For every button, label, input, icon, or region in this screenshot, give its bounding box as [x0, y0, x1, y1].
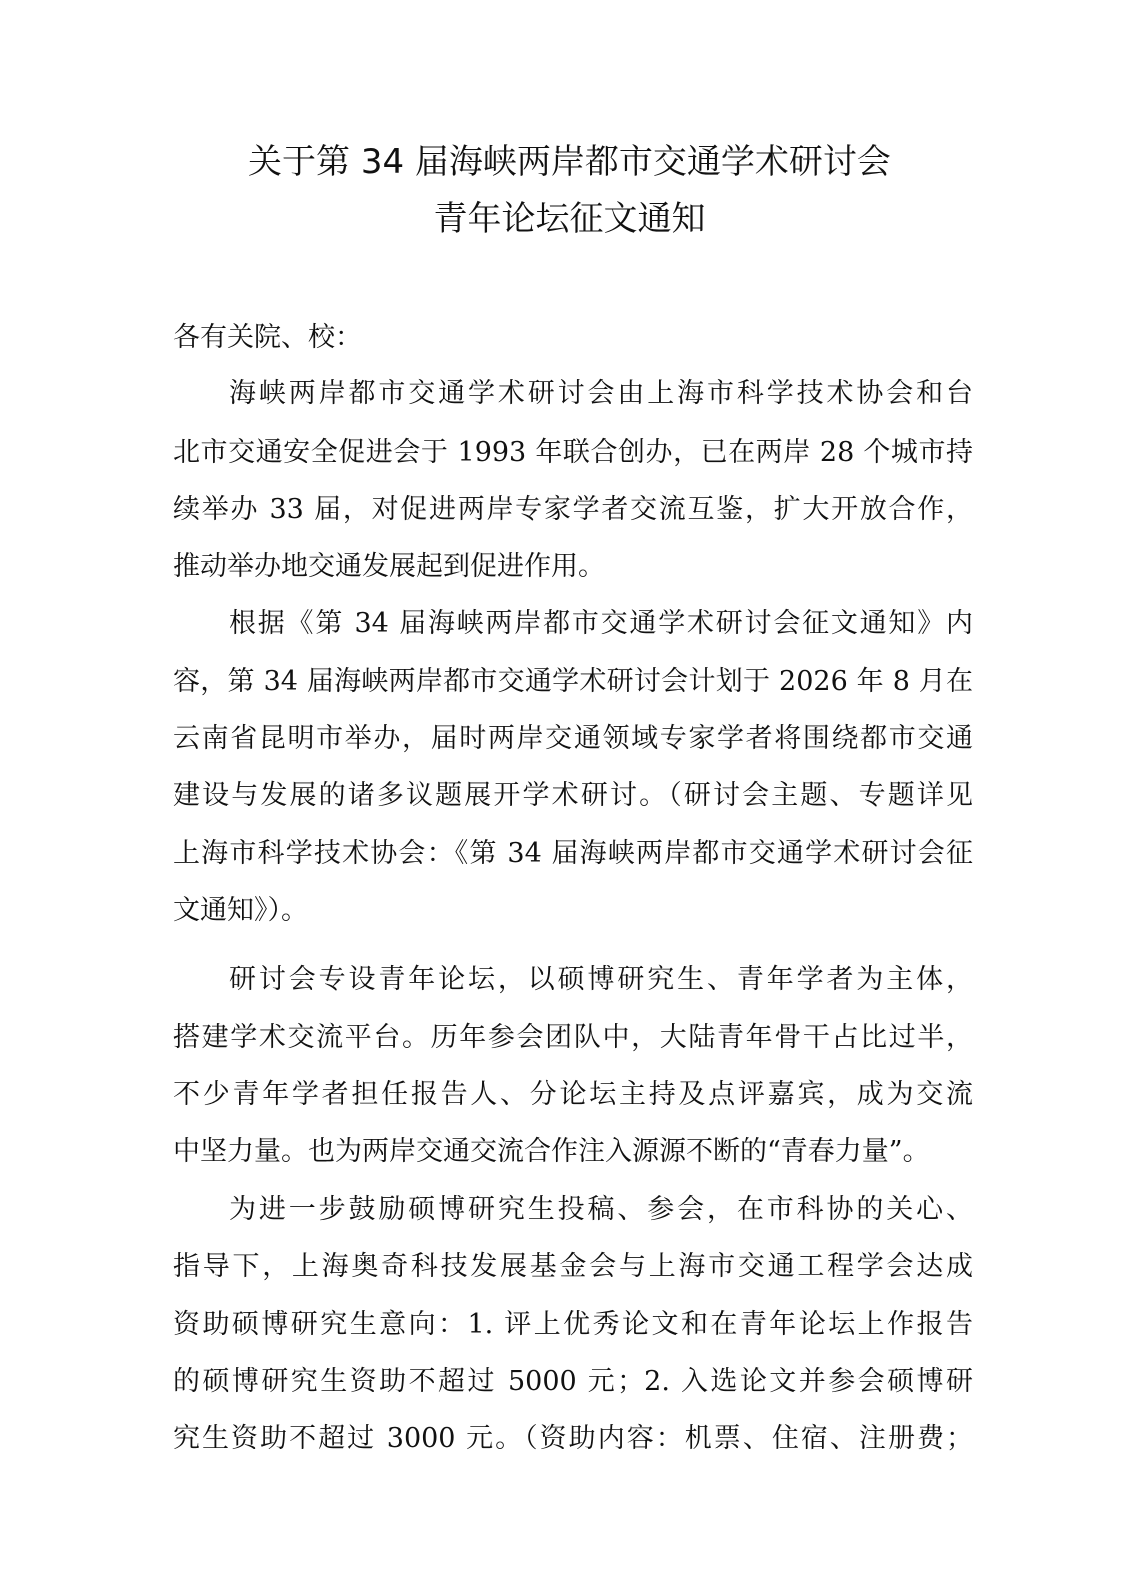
paragraph-4-line-5: 究生资助不超过 3000 元。（资助内容：机票、住宿、注册费； [173, 1423, 973, 1454]
paragraph-4-line-2: 指导下，上海奥奇科技发展基金会与上海市交通工程学会达成 [173, 1251, 973, 1282]
paragraph-1-line-1: 海峡两岸都市交通学术研讨会由上海市科学技术协会和台 [229, 378, 973, 409]
paragraph-2-line-3: 云南省昆明市举办，届时两岸交通领域专家学者将围绕都市交通 [173, 723, 973, 754]
paragraph-4-line-3: 资助硕博研究生意向：1. 评上优秀论文和在青年论坛上作报告 [173, 1309, 973, 1340]
paragraph-3-line-1: 研讨会专设青年论坛，以硕博研究生、青年学者为主体， [229, 964, 973, 995]
paragraph-4-line-1: 为进一步鼓励硕博研究生投稿、参会，在市科协的关心、 [229, 1194, 973, 1225]
paragraph-3-line-3: 不少青年学者担任报告人、分论坛主持及点评嘉宾，成为交流 [173, 1079, 973, 1110]
paragraph-3-line-2: 搭建学术交流平台。历年参会团队中，大陆青年骨干占比过半， [173, 1022, 973, 1053]
paragraph-4-line-4: 的硕博研究生资助不超过 5000 元；2. 入选论文并参会硕博研 [173, 1366, 973, 1397]
paragraph-2-line-2: 容，第 34 届海峡两岸都市交通学术研讨会计划于 2026 年 8 月在 [173, 666, 973, 697]
document-title-line-1: 关于第 34 届海峡两岸都市交通学术研讨会 [248, 142, 891, 182]
paragraph-2-line-5: 上海市科学技术协会：《第 34 届海峡两岸都市交通学术研讨会征 [173, 838, 973, 869]
paragraph-1-line-4: 推动举办地交通发展起到促进作用。 [173, 551, 605, 582]
paragraph-1-line-2: 北市交通安全促进会于 1993 年联合创办，已在两岸 28 个城市持 [173, 437, 973, 468]
paragraph-1-line-3: 续举办 33 届，对促进两岸专家学者交流互鉴，扩大开放合作， [173, 494, 973, 525]
salutation: 各有关院、校： [173, 322, 362, 353]
paragraph-2-line-4: 建设与发展的诸多议题展开学术研讨。（研讨会主题、专题详见 [173, 780, 973, 811]
paragraph-2-line-6: 文通知》）。 [173, 895, 308, 926]
document-title-line-2: 青年论坛征文通知 [433, 199, 706, 239]
paragraph-3-line-4: 中坚力量。也为两岸交通交流合作注入源源不断的“青春力量”。 [173, 1136, 930, 1167]
paragraph-2-line-1: 根据《第 34 届海峡两岸都市交通学术研讨会征文通知》内 [229, 608, 973, 639]
